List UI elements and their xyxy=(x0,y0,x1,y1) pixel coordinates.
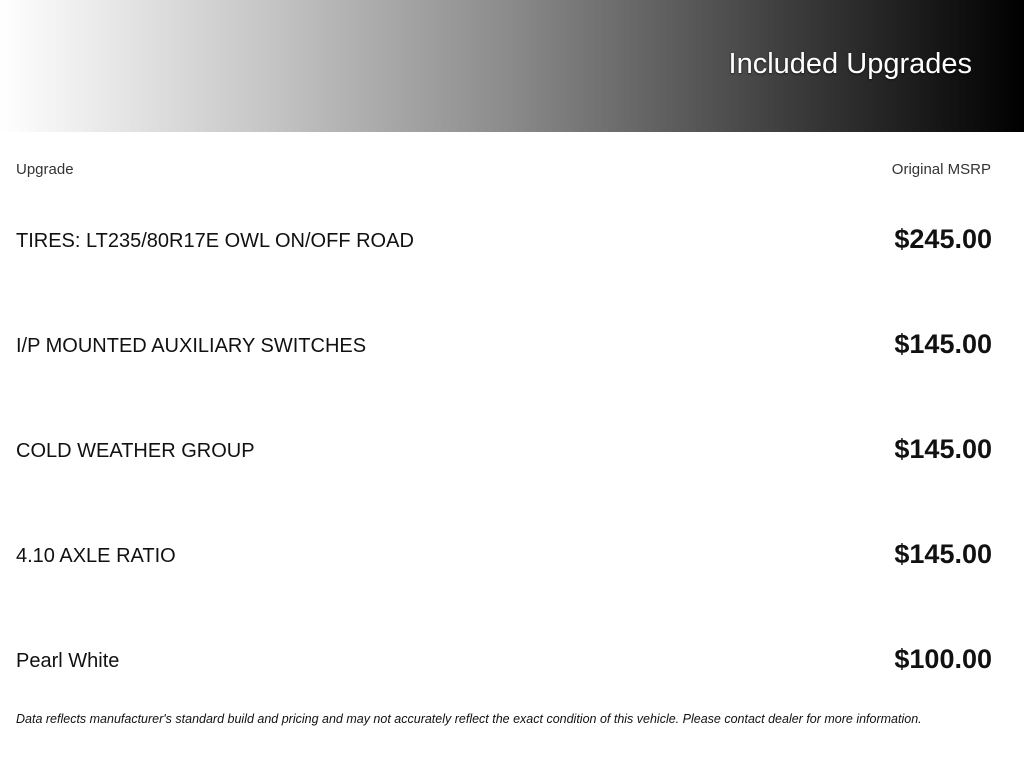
upgrade-name: Pearl White xyxy=(16,650,120,672)
list-item xyxy=(0,432,1024,472)
upgrade-name: TIRES: LT235/80R17E OWL ON/OFF ROAD xyxy=(16,230,414,252)
disclaimer-text: Data reflects manufacturer's standard build and pricing and may not accurately reflect the exact condition of this vehicle. Please contact dealer for more information. xyxy=(16,712,922,726)
column-header-msrp: Original MSRP xyxy=(891,161,991,178)
upgrade-name: COLD WEATHER GROUP xyxy=(16,440,255,462)
page-title: Included Upgrades xyxy=(728,48,972,80)
upgrade-price: $145.00 xyxy=(894,329,992,359)
list-item xyxy=(0,642,1024,682)
upgrade-name: I/P MOUNTED AUXILIARY SWITCHES xyxy=(16,335,367,357)
upgrade-price: $245.00 xyxy=(894,224,992,254)
list-item xyxy=(0,537,1024,577)
upgrade-price: $145.00 xyxy=(894,434,992,464)
list-item xyxy=(0,327,1024,367)
column-header-upgrade: Upgrade xyxy=(16,161,74,178)
upgrade-price: $145.00 xyxy=(894,539,992,569)
upgrade-name: 4.10 AXLE RATIO xyxy=(16,545,176,567)
upgrade-price: $100.00 xyxy=(894,644,992,674)
list-item xyxy=(0,222,1024,262)
header-banner xyxy=(0,0,1024,132)
